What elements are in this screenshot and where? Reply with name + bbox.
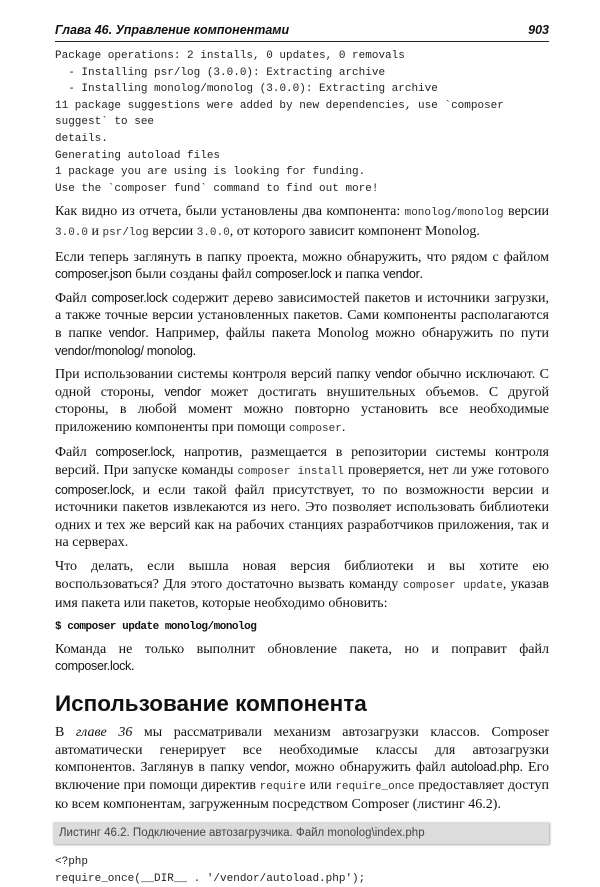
paragraph [55,444,549,552]
text-run: Как видно из отчета, были установлены два компонента: [55,204,405,220]
console-line: Package operations: 2 installs, 0 updates, 0 removals [55,50,405,62]
console-line: Use the `composer fund` command to find out more! [55,182,379,195]
text-run: . [419,267,423,283]
text-run: . Его включение при помощи директив [55,760,549,793]
chapter-title: Глава 46. Управление компонентами [55,23,290,37]
text-run: мы рассматривали механизм автозагрузки классов. Composer автоматически генерирует все необходимые классы для автозагрузки компонентов. Заглянув в папку [55,725,550,776]
text-run: Файл [55,290,92,306]
file-name: vendor [108,325,146,340]
console-line: - Installing monolog/monolog (3.0.0): Extracting archive [55,83,438,96]
file-name: vendor [383,267,420,282]
text-run: Если теперь заглянуть в папку проекта, можно обнаружить, что рядом с файлом [55,249,549,265]
command-example: $ composer update monolog/monolog [55,620,257,633]
text-run: , указав имя пакета или пакетов, которые необходимо обновить: [55,576,549,612]
inline-code: 3.0.0 [196,226,230,239]
text-run: . [192,343,197,359]
text-run: При использовании системы контроля версий папку [55,367,376,383]
text-run: , от которого зависит компонент Monolog. [229,223,480,239]
file-name: composer.lock [55,482,131,497]
file-name: composer.lock [255,267,332,282]
file-name: vendor [164,384,201,399]
paragraph [55,724,549,814]
text-run: . Например, файлы пакета Monolog можно обнаружить по пути [145,325,550,341]
text-run: версии [503,204,549,220]
file-name: vendor/monolog/ monolog [55,343,193,358]
code-line: <?php [55,855,89,868]
text-run: . [131,659,135,675]
file-name: vendor [375,367,412,382]
console-line: 11 package suggestions were added by new dependencies, use `composer suggest` to see [55,99,511,129]
file-name: vendor [249,760,287,775]
file-name: composer.lock [95,445,172,460]
text-run: , можно обнаружить файл [286,760,451,776]
text-run: , напротив, размещается в репозитории системы контроля версий. При запуске команды [55,445,549,479]
text-run: , и если такой файл присутствует, то по возможности версии и источники пакетов извлекаются из него. Это позволяет использовать библиотеки одних и тех же версий как на рабочих станциях разработчиков приложения, так и на серверах. [55,482,549,551]
listing-caption-text: Листинг 46.2. Подключение автозагрузчика. Файл monolog\index.php [59,826,425,839]
file-name: composer.json [55,267,132,282]
listing-caption [53,822,549,844]
text-run: и [88,223,103,239]
page-number: 903 [528,23,549,37]
file-name: composer.lock [55,659,131,674]
text-run: . [341,419,346,435]
page-body [55,0,549,887]
paragraph [55,249,549,284]
file-name: composer.lock [91,290,168,305]
inline-code: composer [289,422,342,435]
console-line: 1 package you are using is looking for funding. [55,166,366,179]
console-line: details. [55,132,108,145]
inline-code: require_once [335,780,415,793]
running-header [55,20,549,42]
text-run: и папка [331,267,384,283]
paragraph [55,366,549,438]
text-run: содержит дерево зависимостей пакетов и источники загрузки, а также точные версии установленных пакетов. Сами компоненты располагаются в папке [55,290,549,341]
console-line: Generating autoload files [55,149,221,162]
text-run: В [55,725,76,740]
inline-code: monolog/monolog [404,207,504,220]
text-run: проверяется, нет ли уже готового [343,463,549,479]
inline-code: require [259,780,306,793]
code-line: require_once(__DIR__ . '/vendor/autoload.php'); [55,872,366,885]
emphasis: главе 36 [75,725,133,740]
text-run: Файл [55,445,96,461]
paragraph [55,290,549,360]
inline-code: composer update [402,579,503,592]
text-run: Что делать, если вышла новая версия библиотеки и вы хотите ею воспользоваться? Для этого достаточно вызвать команду [55,559,549,592]
paragraph [55,641,549,676]
section-heading: Использование компонента [55,691,367,716]
paragraph [55,558,549,613]
console-output [55,48,549,197]
text-run: версии [148,223,197,239]
text-run: или [305,777,336,793]
text-run: обычно исключают. С одной стороны, [55,367,549,400]
console-line: - Installing psr/log (3.0.0): Extracting archive [55,66,386,79]
paragraph [55,203,549,242]
text-run: были созданы файл [131,267,256,283]
text-run: Команда не только выполнит обновление пакета, но и поправит файл [55,641,549,657]
inline-code: composer install [237,466,344,479]
text-run: предоставляет доступ ко всем компонентам, загруженным посредством Composer (листинг 46.2). [55,777,549,813]
file-name: autoload.php [450,760,520,775]
inline-code: 3.0.0 [55,226,89,239]
inline-code: psr/log [102,226,149,239]
text-run: может достигать внушительных объемов. С другой стороны, в любой момент можно повторно установить все необходимые приложению компоненты при помощи [55,384,550,435]
listing-code [55,854,549,887]
